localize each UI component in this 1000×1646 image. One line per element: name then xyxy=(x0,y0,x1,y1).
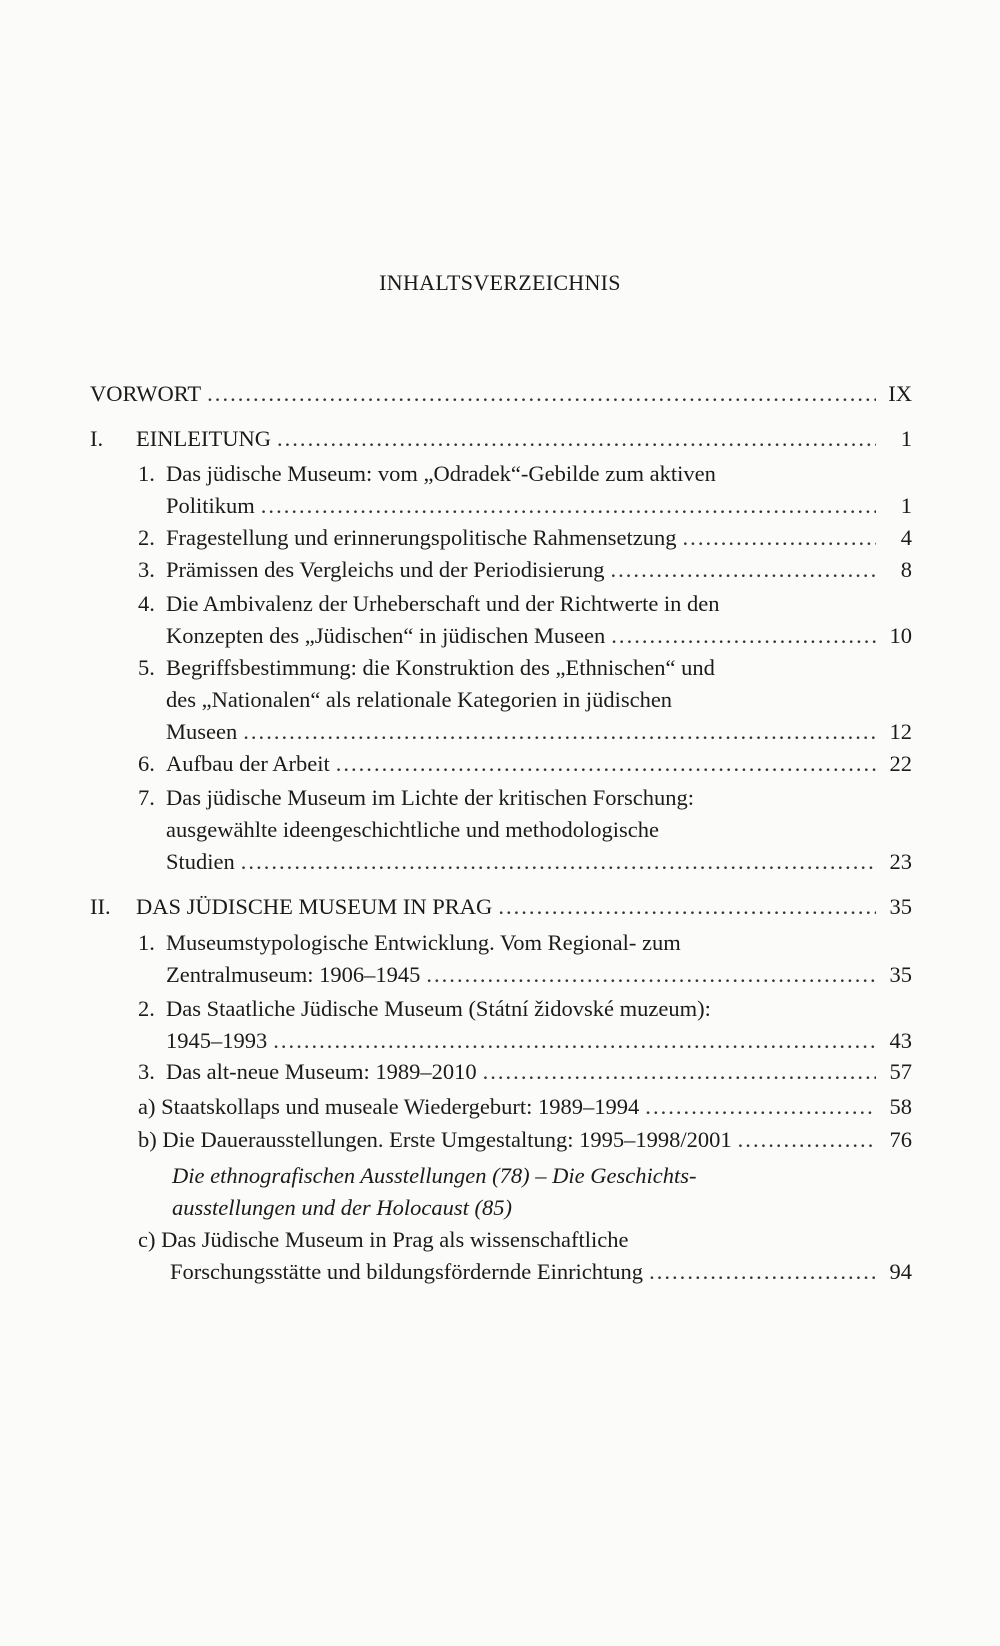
entry-label: b) Die Dauerausstellungen. Erste Umgestaltung: 1995–1998/2001 xyxy=(138,1127,732,1152)
page-number: 35 xyxy=(889,962,912,987)
leader-dots xyxy=(277,423,876,455)
toc-entry-1-5[interactable] xyxy=(90,652,912,748)
entry-label-line: c) Das Jüdische Museum in Prag als wissenschaftliche xyxy=(138,1227,629,1252)
page-number: 43 xyxy=(889,1028,912,1053)
entry-label: EINLEITUNG xyxy=(136,426,271,451)
leader-dots xyxy=(498,891,876,923)
page-number: 22 xyxy=(889,751,912,776)
toc-entry-vorwort[interactable] xyxy=(90,378,912,410)
toc-entry-1-1[interactable] xyxy=(90,458,912,522)
toc-entry-prag[interactable] xyxy=(90,891,912,923)
entry-label-line: Zentralmuseum: 1906–1945 xyxy=(166,962,421,987)
entry-label-line: Begriffsbestimmung: die Konstruktion des „Ethnischen“ und xyxy=(166,655,715,680)
leader-dots xyxy=(483,1056,876,1088)
leader-dots xyxy=(336,748,876,780)
subtopic-line: Die ethnografischen Ausstellungen (78) – Die Geschichts- xyxy=(172,1163,697,1188)
toc-entry-2-3-a[interactable] xyxy=(90,1091,912,1123)
leader-dots xyxy=(207,378,876,410)
section-number: 7. xyxy=(138,785,155,810)
entry-label: Aufbau der Arbeit xyxy=(166,751,330,776)
leader-dots xyxy=(683,522,876,554)
entry-label-line: Die Ambivalenz der Urheberschaft und der Richtwerte in den xyxy=(166,591,720,616)
page-number: 1 xyxy=(900,493,912,518)
toc-entry-1-6[interactable] xyxy=(90,748,912,780)
page-number: 10 xyxy=(889,623,912,648)
section-number: 2. xyxy=(138,996,155,1021)
subtopic-line: ausstellungen und der Holocaust (85) xyxy=(172,1195,512,1220)
section-number: 3. xyxy=(138,1059,155,1084)
entry-label-line: Studien xyxy=(166,849,235,874)
entry-label-line: Museen xyxy=(166,719,238,744)
entry-label: DAS JÜDISCHE MUSEUM IN PRAG xyxy=(136,894,493,919)
leader-dots xyxy=(611,620,876,652)
page-number: 8 xyxy=(900,557,912,582)
toc-entry-einleitung[interactable] xyxy=(90,423,912,455)
toc-entry-1-7[interactable] xyxy=(90,782,912,878)
toc-entry-2-3-b[interactable] xyxy=(90,1124,912,1156)
leader-dots xyxy=(649,1256,876,1288)
toc-entry-2-3-c[interactable] xyxy=(90,1224,912,1288)
entry-label: a) Staatskollaps und museale Wiedergeburt: 1989–1994 xyxy=(138,1094,640,1119)
leader-dots xyxy=(738,1124,876,1156)
entry-label: Prämissen des Vergleichs und der Periodisierung xyxy=(166,557,605,582)
toc-entry-1-2[interactable] xyxy=(90,522,912,554)
section-number: 1. xyxy=(138,461,155,486)
leader-dots xyxy=(273,1025,876,1057)
entry-label: Das alt-neue Museum: 1989–2010 xyxy=(166,1059,477,1084)
chapter-number: I. xyxy=(90,426,104,451)
entry-label-line: Museumstypologische Entwicklung. Vom Regional- zum xyxy=(166,930,681,955)
page-number: 58 xyxy=(889,1094,912,1119)
toc-entry-2-2[interactable] xyxy=(90,993,912,1057)
entry-label-line: Politikum xyxy=(166,493,255,518)
entry-label-line: Das Staatliche Jüdische Museum (Státní židovské muzeum): xyxy=(166,996,711,1021)
page-number: 4 xyxy=(900,525,912,550)
entry-label-line: Konzepten des „Jüdischen“ in jüdischen Museen xyxy=(166,623,606,648)
toc-entry-1-3[interactable] xyxy=(90,554,912,586)
leader-dots xyxy=(610,554,876,586)
section-number: 1. xyxy=(138,930,155,955)
leader-dots xyxy=(261,490,876,522)
entry-label-line: Forschungsstätte und bildungsfördernde Einrichtung xyxy=(170,1259,644,1284)
entry-label: VORWORT xyxy=(90,381,202,406)
leader-dots xyxy=(645,1091,876,1123)
section-number: 5. xyxy=(138,655,155,680)
page-number: 12 xyxy=(889,719,912,744)
page-title: INHALTSVERZEICHNIS xyxy=(379,270,621,295)
entry-label-line: Das jüdische Museum: vom „Odradek“-Gebilde zum aktiven xyxy=(166,461,716,486)
page-number: 57 xyxy=(889,1059,912,1084)
entry-label-line: des „Nationalen“ als relationale Kategorien in jüdischen xyxy=(166,687,673,712)
page-number: 1 xyxy=(900,426,912,451)
entry-label-line: ausgewählte ideengeschichtliche und methodologische xyxy=(166,817,659,842)
page-number: IX xyxy=(888,381,912,406)
toc-entry-2-3[interactable] xyxy=(90,1056,912,1088)
section-number: 4. xyxy=(138,591,155,616)
toc-entry-1-4[interactable] xyxy=(90,588,912,652)
leader-dots xyxy=(243,716,876,748)
chapter-number: II. xyxy=(90,894,111,919)
toc-subtopics xyxy=(90,1160,912,1224)
page-number: 94 xyxy=(889,1259,912,1284)
section-number: 2. xyxy=(138,525,155,550)
page-number: 23 xyxy=(889,849,912,874)
entry-label-line: Das jüdische Museum im Lichte der kritischen Forschung: xyxy=(166,785,695,810)
leader-dots xyxy=(241,846,876,878)
page-number: 76 xyxy=(889,1127,912,1152)
leader-dots xyxy=(426,959,876,991)
section-number: 3. xyxy=(138,557,155,582)
section-number: 6. xyxy=(138,751,155,776)
entry-label: Fragestellung und erinnerungspolitische Rahmensetzung xyxy=(166,525,677,550)
entry-label-line: 1945–1993 xyxy=(166,1028,268,1053)
toc-entry-2-1[interactable] xyxy=(90,927,912,991)
page-number: 35 xyxy=(889,894,912,919)
